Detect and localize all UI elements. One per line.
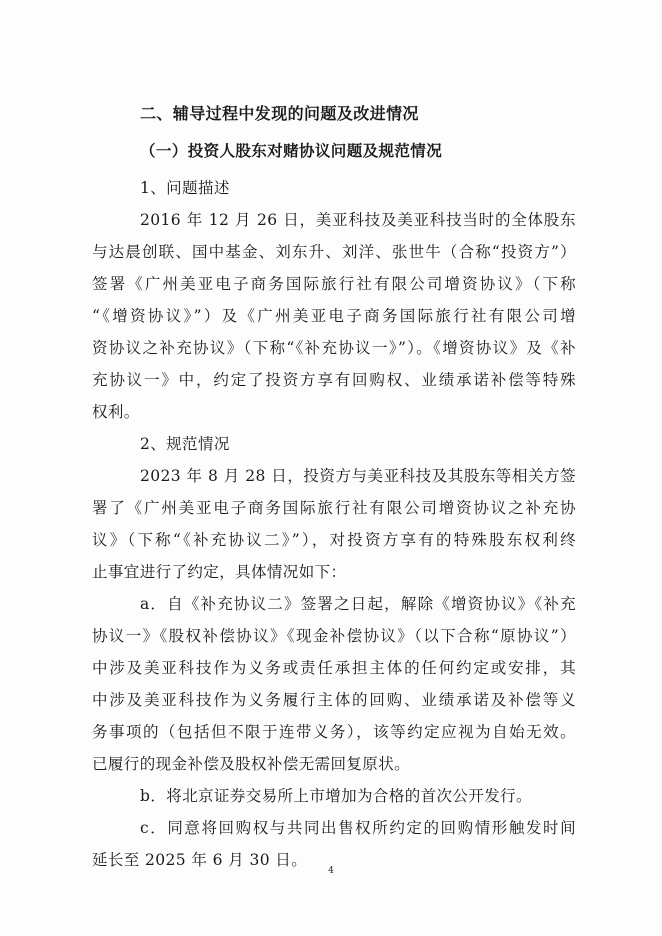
paragraph-line: 签署《广州美亚电子商务国际旅行社有限公司增资协议》（下称 bbox=[92, 275, 576, 293]
paragraph-line: 权利。 bbox=[92, 403, 140, 421]
paragraph-line: “《增资协议》”）及《广州美亚电子商务国际旅行社有限公司增 bbox=[92, 307, 576, 325]
paragraph-line: 止事宜进行了约定，具体情况如下： bbox=[92, 563, 347, 581]
paragraph-line: 2016 年 12 月 26 日，美亚科技及美亚科技当时的全体股东 bbox=[140, 211, 576, 229]
document-body bbox=[92, 98, 576, 876]
paragraph-line: 资协议之补充协议》（下称“《补充协议一》”）。《增资协议》及《补 bbox=[92, 339, 576, 357]
paragraph-line: 充协议一》中，约定了投资方享有回购权、业绩承诺补偿等特殊 bbox=[92, 371, 576, 389]
remedy-intro-paragraph bbox=[92, 460, 576, 588]
paragraph-line: 延长至 2025 年 6 月 30 日。 bbox=[92, 851, 308, 869]
paragraph-line: 与达晨创联、国中基金、刘东升、刘洋、张世牛（合称“投资方”） bbox=[92, 243, 576, 261]
paragraph-line: 务事项的（包括但不限于连带义务），该等约定应视为自始无效。 bbox=[92, 723, 576, 741]
problem-heading: 1、问题描述 bbox=[140, 179, 230, 197]
problem-paragraph bbox=[92, 204, 576, 428]
paragraph-line: 协议一》《股权补偿协议》《现金补偿协议》（以下合称“原协议”） bbox=[92, 627, 576, 645]
remedy-item-a bbox=[92, 588, 576, 780]
paragraph-line: b．将北京证券交易所上市增加为合格的首次公开发行。 bbox=[140, 787, 532, 805]
paragraph-line: a．自《补充协议二》签署之日起，解除《增资协议》《补充 bbox=[140, 595, 576, 613]
paragraph-line: 议》（下称“《补充协议二》”），对投资方享有的特殊股东权利终 bbox=[92, 531, 576, 549]
paragraph-line: 中涉及美亚科技作为义务或责任承担主体的任何约定或安排，其 bbox=[92, 659, 576, 677]
remedy-item-b bbox=[92, 780, 576, 812]
subsection-heading: （一）投资人股东对赌协议问题及规范情况 bbox=[140, 142, 443, 160]
paragraph-line: 中涉及美亚科技作为义务履行主体的回购、业绩承诺及补偿等义 bbox=[92, 691, 576, 709]
section-heading: 二、辅导过程中发现的问题及改进情况 bbox=[140, 104, 419, 123]
paragraph-line: 署了《广州美亚电子商务国际旅行社有限公司增资协议之补充协 bbox=[92, 499, 576, 517]
remedy-heading: 2、规范情况 bbox=[140, 435, 230, 453]
page-number: 4 bbox=[328, 866, 334, 876]
paragraph-line: 2023 年 8 月 28 日，投资方与美亚科技及其股东等相关方签 bbox=[140, 467, 576, 485]
paragraph-line: c．同意将回购权与共同出售权所约定的回购情形触发时间 bbox=[140, 819, 576, 837]
paragraph-line: 已履行的现金补偿及股权补偿无需回复原状。 bbox=[92, 755, 411, 773]
